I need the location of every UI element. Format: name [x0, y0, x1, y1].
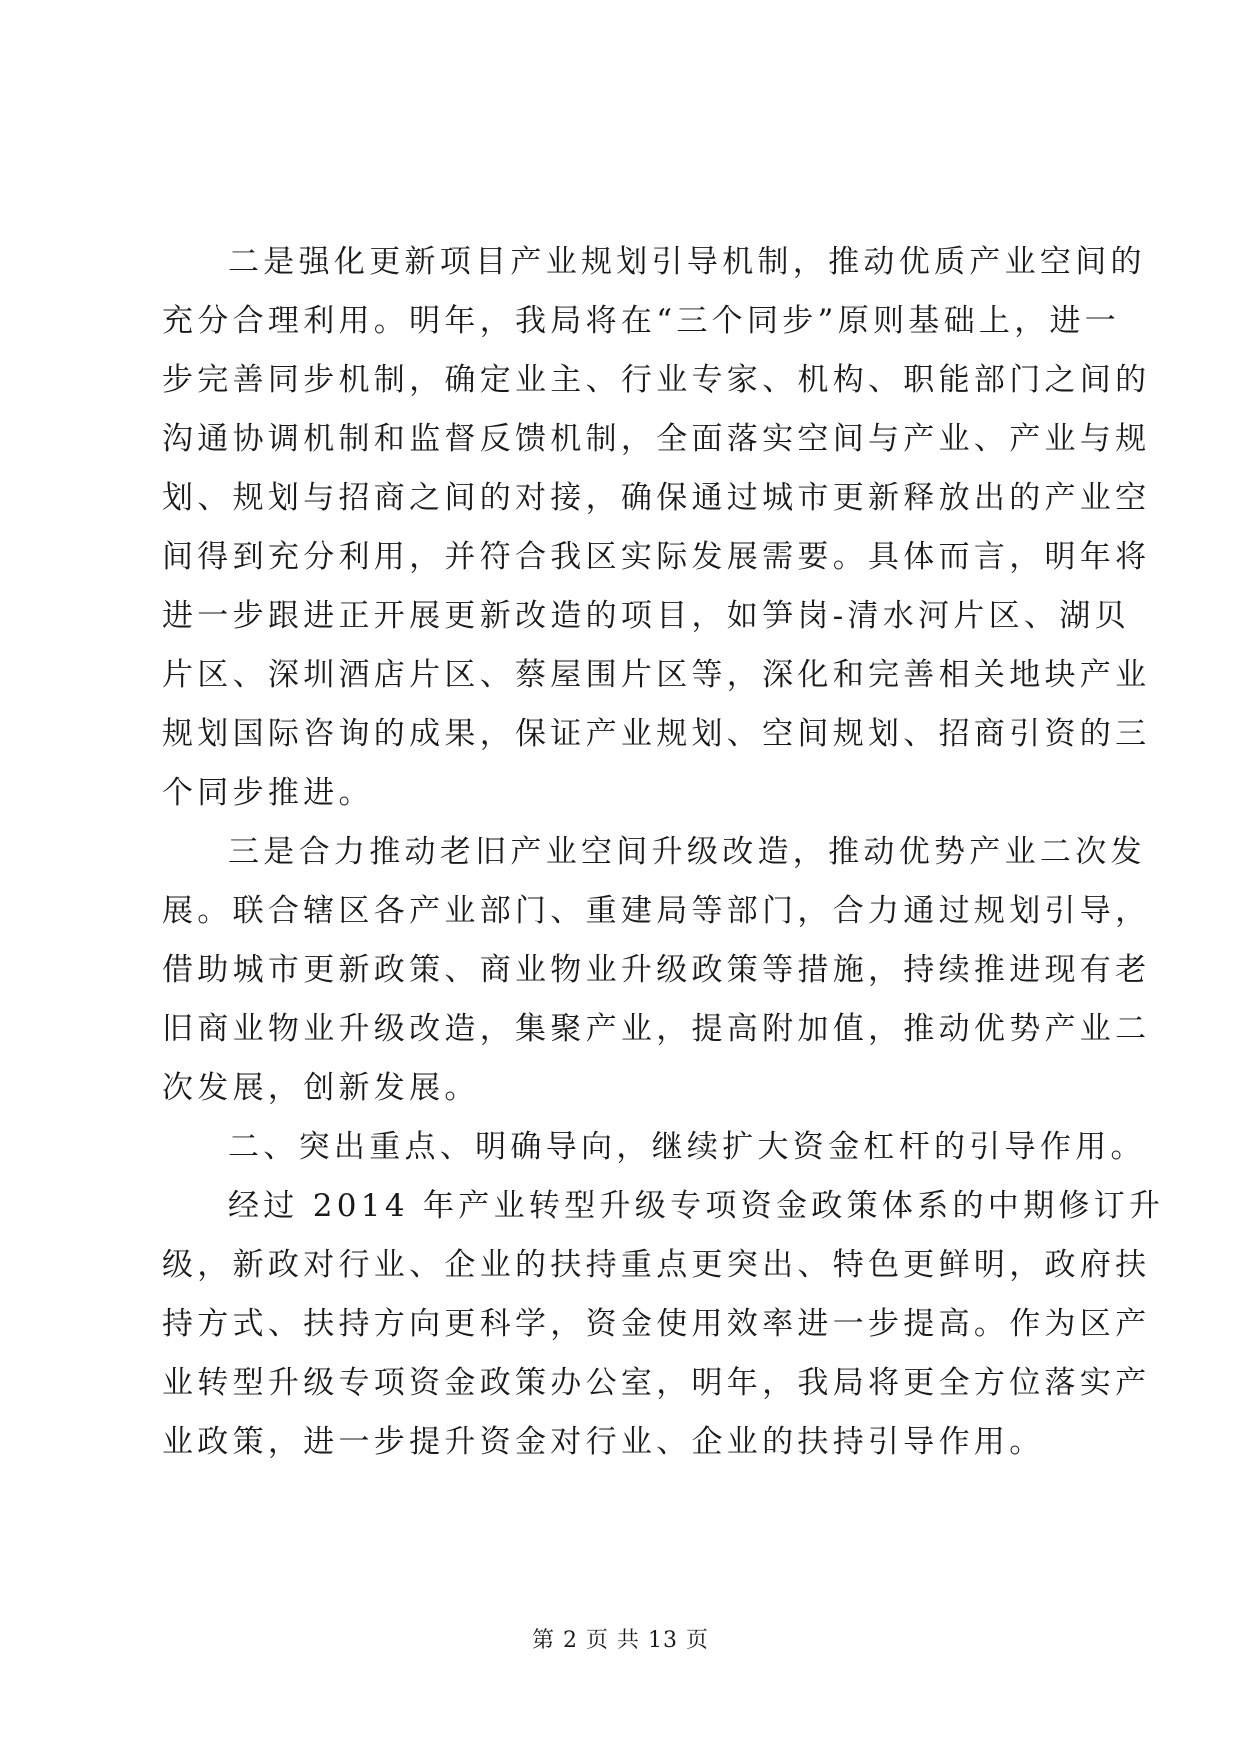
paragraph-line: 充分合理利用。明年，我局将在“三个同步”原则基础上，进一	[162, 303, 1121, 339]
paragraph-line: 个同步推进。	[162, 775, 374, 811]
paragraph-line: 级，新政对行业、企业的扶持重点更突出、特色更鲜明，政府扶	[162, 1247, 1151, 1283]
paragraph-line: 业转型升级专项资金政策办公室，明年，我局将更全方位落实产	[162, 1365, 1151, 1401]
document-body	[162, 233, 1165, 1472]
paragraph-line: 经过 2014 年产业转型升级专项资金政策体系的中期修订升	[228, 1188, 1165, 1224]
page-number-footer: 第 2 页 共 13 页	[532, 1628, 709, 1653]
paragraph-line: 旧商业物业升级改造，集聚产业，提高附加值，推动优势产业二	[162, 1011, 1151, 1047]
paragraph-line: 进一步跟进正开展更新改造的项目，如笋岗-清水河片区、湖贝	[162, 598, 1130, 634]
paragraph-line: 间得到充分利用，并符合我区实际发展需要。具体而言，明年将	[162, 539, 1151, 575]
paragraph-line: 次发展，创新发展。	[162, 1070, 480, 1106]
section-heading: 二、突出重点、明确导向，继续扩大资金杠杆的引导作用。	[228, 1129, 1146, 1165]
paragraph-line: 持方式、扶持方向更科学，资金使用效率进一步提高。作为区产	[162, 1306, 1151, 1342]
paragraph-line: 三是合力推动老旧产业空间升级改造，推动优势产业二次发	[228, 834, 1146, 870]
paragraph-line: 沟通协调机制和监督反馈机制，全面落实空间与产业、产业与规	[162, 421, 1151, 457]
paragraph-line: 规划国际咨询的成果，保证产业规划、空间规划、招商引资的三	[162, 716, 1151, 752]
paragraph-line: 借助城市更新政策、商业物业升级政策等措施，持续推进现有老	[162, 952, 1151, 988]
paragraph-line: 片区、深圳酒店片区、蔡屋围片区等，深化和完善相关地块产业	[162, 657, 1151, 693]
paragraph-line: 二是强化更新项目产业规划引导机制，推动优质产业空间的	[228, 244, 1146, 280]
paragraph-line: 业政策，进一步提升资金对行业、企业的扶持引导作用。	[162, 1424, 1045, 1460]
paragraph-line: 展。联合辖区各产业部门、重建局等部门，合力通过规划引导，	[162, 893, 1151, 929]
paragraph-line: 步完善同步机制，确定业主、行业专家、机构、职能部门之间的	[162, 362, 1151, 398]
paragraph-line: 划、规划与招商之间的对接，确保通过城市更新释放出的产业空	[162, 480, 1151, 516]
